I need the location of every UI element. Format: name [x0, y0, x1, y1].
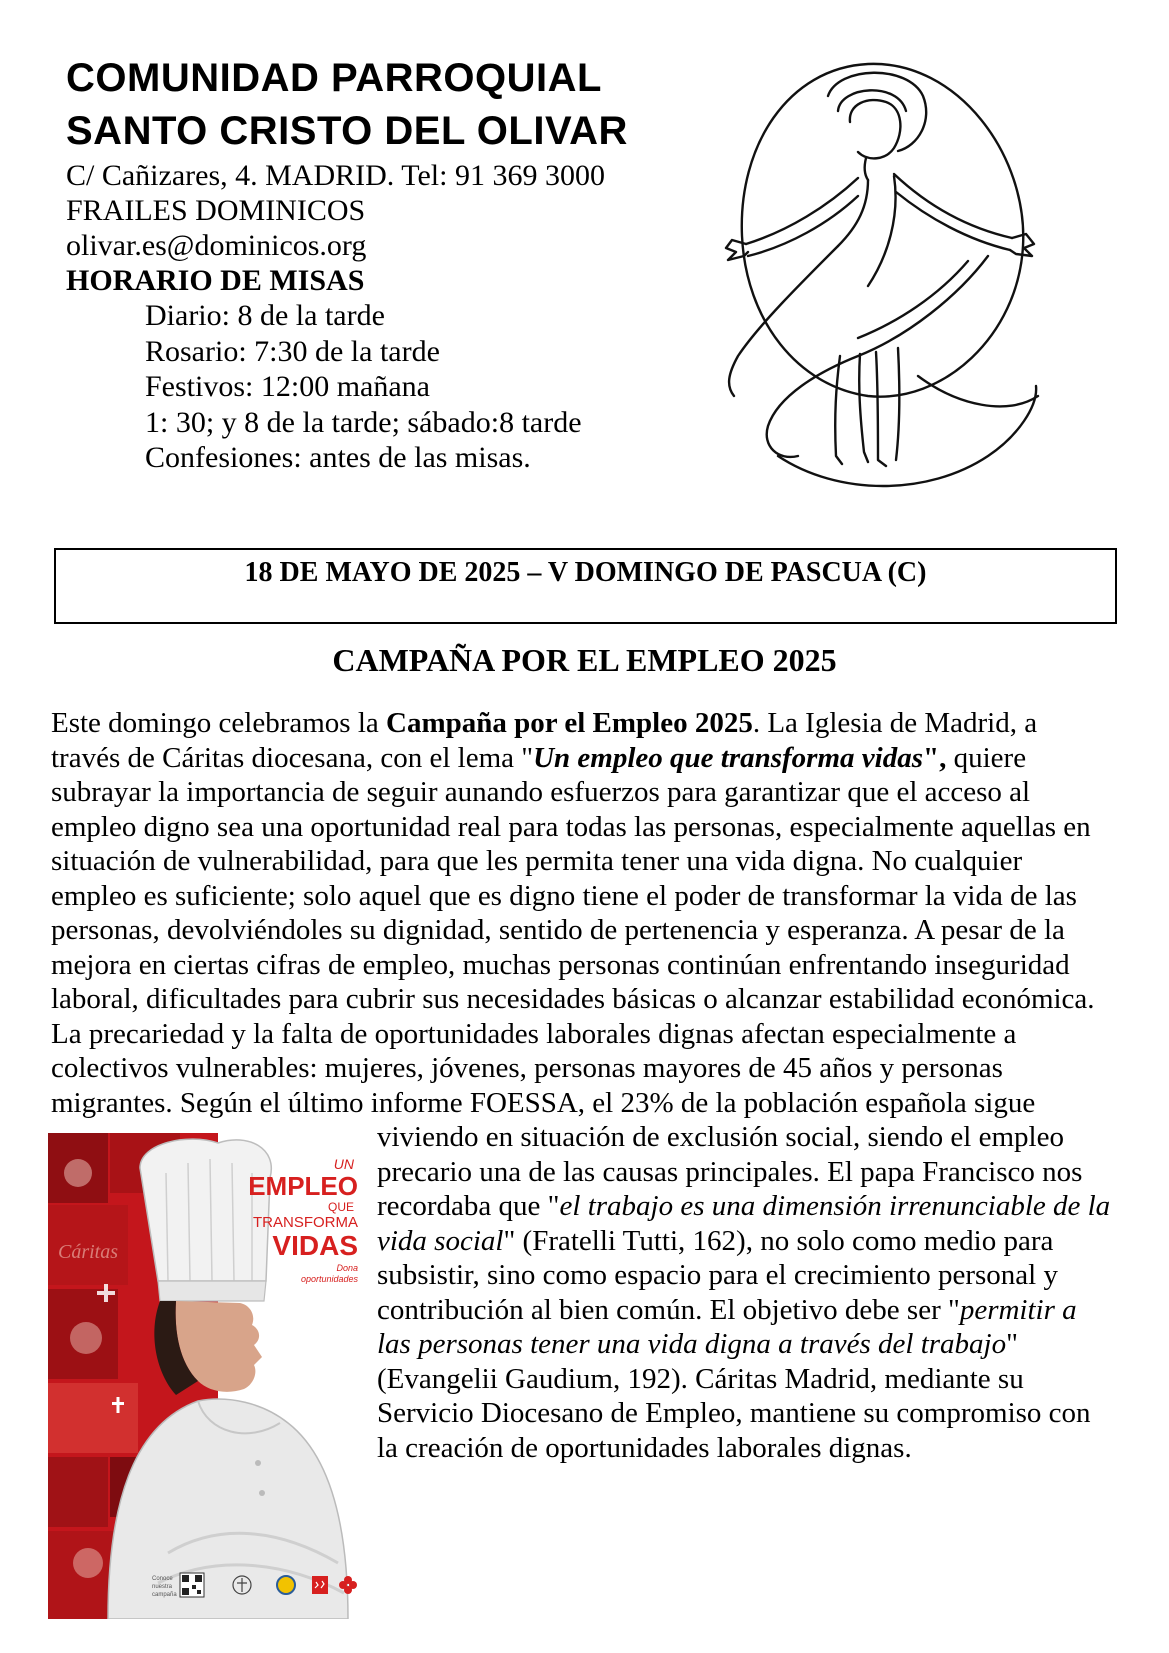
poster-side-word: Cáritas	[58, 1241, 119, 1263]
date-banner	[54, 548, 1117, 624]
article-text: " (Fratelli Tutti, 162), no solo como medio para subsistir, sino como espacio para el crecimiento personal y contribución al bien común. El objetivo debe ser "	[377, 1224, 1058, 1326]
parish-address: C/ Cañizares, 4. MADRID. Tel: 91 369 3000	[66, 159, 605, 192]
article-text: Este domingo celebramos la	[51, 707, 387, 739]
parish-order: FRAILES DOMINICOS	[66, 194, 366, 227]
date-banner-text: 18 DE MAYO DE 2025 – V DOMINGO DE PASCUA (C)	[244, 557, 927, 588]
article-text: ",	[923, 741, 947, 774]
campaign-poster-image	[48, 1133, 376, 1619]
poster-title-transforma: TRANSFORMA	[253, 1214, 358, 1231]
schedule-item: Festivos: 12:00 mañana	[145, 370, 430, 403]
parish-title-line1: COMUNIDAD PARROQUIAL	[66, 56, 602, 100]
campaign-title: CAMPAÑA POR EL EMPLEO 2025	[332, 642, 837, 678]
parish-header	[66, 52, 706, 476]
sponsor-logo-icon	[277, 1576, 295, 1594]
article-text: quiere subrayar la importancia de seguir aunando esfuerzos para garantizar que el acceso al empleo digno sea una oportunidad real para todas las personas, especialmente aquellas en situación de vulnerabilidad, para que les permita tener una vida digna. No cualquier empleo es suficiente; solo aquel que es digno tiene el poder de transformar la vida de las personas, devolviéndoles su dignidad, sentido de pertenencia y esperanza. A pesar de la mejora en ciertas cifras de empleo, muchas personas continúan enfrentando inseguridad laboral, dificultades para cubrir sus necesidades básicas o alcanzar estabilidad económica. La precariedad y la falta de oportunidades laborales dignas afectan especialmente a colectivos vulnerables: mujeres, jóvenes, personas mayores de 45 años y personas migrantes. Según el último informe FOESSA, el 23% de la población española sigue viviendo en situación de exclusión social, siendo el empleo precario una de las causas principales. El papa Francisco nos recordaba que "	[51, 741, 1095, 1222]
poster-title-vidas: VIDAS	[272, 1230, 358, 1261]
article-campaign-name: Campaña por el Empleo 2025	[386, 707, 753, 739]
mass-schedule-list	[66, 298, 706, 476]
schedule-item: 1: 30; y 8 de la tarde; sábado:8 tarde	[145, 405, 582, 439]
schedule-item: Confesiones: antes de las misas.	[145, 441, 531, 474]
poster-tagline-2: oportunidades	[300, 1274, 358, 1284]
poster-tagline-1: Dona	[336, 1263, 358, 1273]
article-text: " (Evangelii Gaudium, 192). Cáritas Madrid, mediante su Servicio Diocesano de Empleo, mantiene su compromiso con la creación de oportunidades laborales dignas.	[377, 1328, 1091, 1464]
poster-qr-caption-2: nuestra	[152, 1584, 173, 1590]
article-quote-evangelii: permitir a las personas tener una vida digna a través del trabajo	[377, 1293, 1077, 1360]
schedule-item: Rosario: 7:30 de la tarde	[145, 334, 440, 368]
comunidad-madrid-logo-icon	[312, 1576, 328, 1594]
poster-title-que: QUE	[327, 1200, 354, 1214]
poster-qr-caption-1: Conoce	[152, 1576, 173, 1582]
mass-schedule-heading: HORARIO DE MISAS	[66, 264, 365, 297]
qr-code-icon	[180, 1573, 204, 1597]
article-text: . La Iglesia de Madrid, a través de Cáritas diocesana, con el lema "	[51, 707, 1038, 774]
poster-title-empleo: EMPLEO	[248, 1171, 358, 1201]
poster-qr-caption-3: campaña	[152, 1592, 177, 1598]
christ-logo-illustration	[718, 56, 1048, 506]
article-quote-fratelli: el trabajo es una dimensión irrenunciable de la vida social	[377, 1190, 1111, 1257]
parish-email[interactable]: olivar.es@dominicos.org	[66, 229, 367, 262]
parish-title-line2: SANTO CRISTO DEL OLIVAR	[66, 109, 628, 153]
poster-title-un: UN	[333, 1156, 354, 1172]
schedule-item: Diario: 8 de la tarde	[145, 299, 385, 332]
campaign-poster-artwork	[48, 1133, 376, 1619]
article-motto: Un empleo que transforma vidas	[533, 741, 923, 774]
